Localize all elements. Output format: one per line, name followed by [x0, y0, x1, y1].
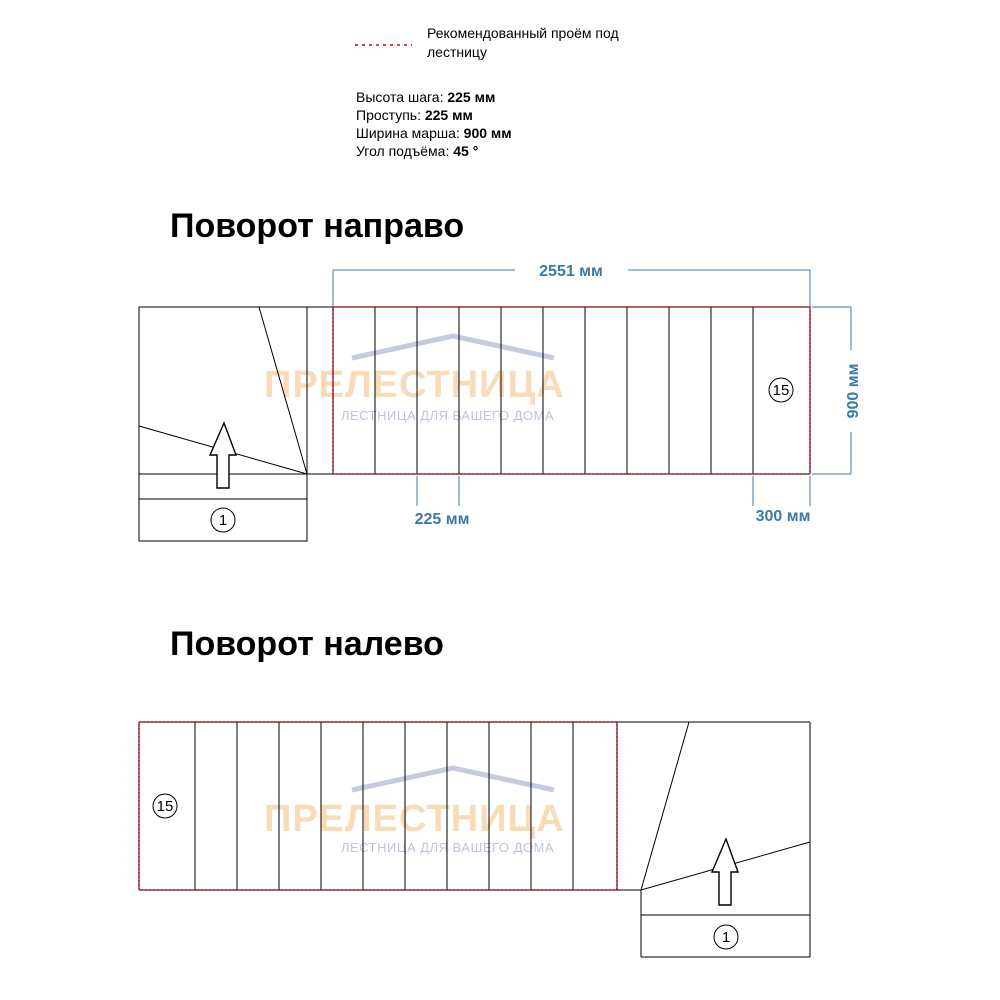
heading-left-turn: Поворот налево — [170, 625, 444, 663]
legend — [355, 25, 619, 60]
watermark-right — [264, 336, 565, 423]
direction-arrow-icon — [210, 423, 236, 488]
legend-text-line2: лестницу — [427, 44, 487, 60]
dimension-tread-label: 225 мм — [414, 511, 470, 528]
dimension-total-label: 2551 мм — [539, 263, 603, 280]
dimension-width-label: 900 мм — [845, 363, 862, 419]
dimension-last-step — [753, 476, 810, 525]
specs — [356, 89, 512, 159]
landing-left — [617, 722, 810, 957]
spec-flight-width: Ширина марша: 900 мм — [356, 125, 512, 141]
step-number-last: 15 — [772, 382, 790, 399]
spec-tread: Проступь: 225 мм — [356, 107, 473, 123]
watermark-roof-icon — [352, 336, 554, 358]
watermark-brand: ПРЕЛЕСТНИЦА — [264, 798, 565, 840]
spec-angle: Угол подъёма: 45 ° — [356, 143, 479, 159]
watermark-tagline: ЛЕСТНИЦА ДЛЯ ВАШЕГО ДОМА — [341, 408, 555, 423]
step-number-last: 15 — [156, 798, 174, 815]
step-marker-first — [714, 925, 738, 949]
legend-text-line1: Рекомендованный проём под — [427, 25, 619, 41]
dimension-last-step-label: 300 мм — [755, 508, 811, 525]
spec-step-height: Высота шага: 225 мм — [356, 89, 496, 105]
watermark-brand: ПРЕЛЕСТНИЦА — [264, 364, 565, 406]
heading-right-turn: Поворот направо — [170, 207, 465, 245]
landing-right — [139, 307, 333, 541]
step-number-first: 1 — [218, 512, 228, 529]
watermark-left — [264, 768, 565, 855]
dimension-total-length — [333, 263, 810, 306]
direction-arrow-icon — [712, 839, 738, 905]
watermark-roof-icon — [352, 768, 554, 790]
watermark-tagline: ЛЕСТНИЦА ДЛЯ ВАШЕГО ДОМА — [341, 840, 555, 855]
dimension-tread — [415, 476, 470, 528]
dimension-width — [812, 307, 862, 474]
step-marker-last — [769, 378, 793, 402]
step-marker-first — [211, 508, 235, 532]
step-marker-last — [153, 794, 177, 818]
step-number-first: 1 — [721, 929, 731, 946]
